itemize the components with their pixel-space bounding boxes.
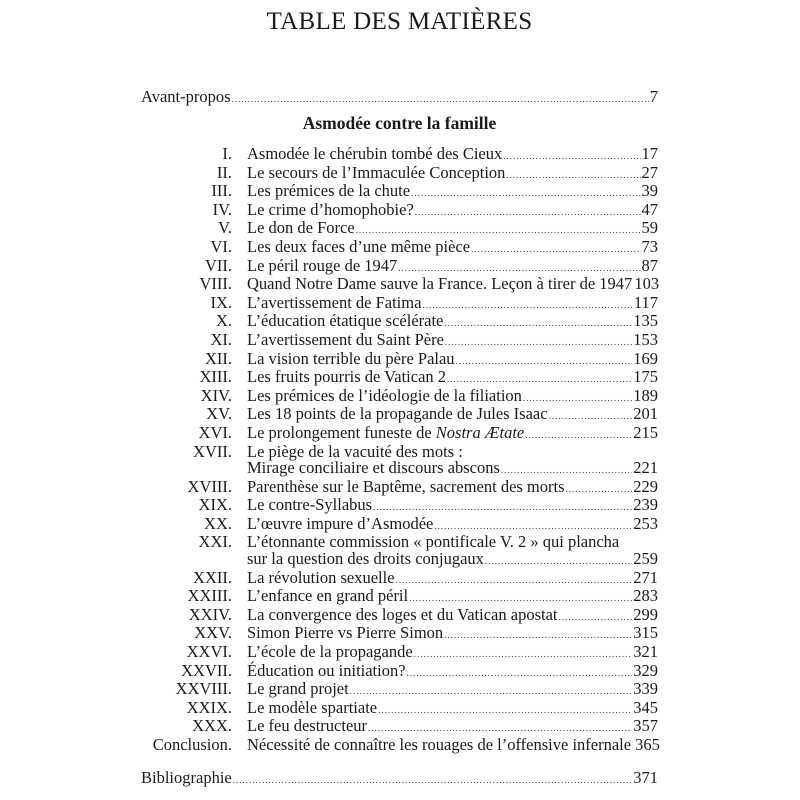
page-number: 39 [641,181,658,201]
chapter-number: III. [211,181,232,201]
page-number: 365 [635,735,660,754]
entry-title: L’œuvre impure d’Asmodée [247,513,434,533]
chapter-number: XXVI. [186,642,232,662]
entry-title: Les prémices de l’idéologie de la filiation [247,385,522,405]
chapter-number: XXI. [198,532,232,552]
entry-title: La révolution sexuelle [247,567,395,587]
chapter-number: XIX. [198,495,232,515]
chapter-number: XI. [210,329,232,349]
entry-title: Le crime d’homophobie? [247,199,414,219]
entry-title: L’éducation étatique scélérate [247,311,444,331]
entry-body [247,183,658,202]
page-number: 189 [633,385,658,405]
page-number: 271 [633,567,658,587]
chapter-number: XXVII. [181,660,232,680]
dot-leader [414,646,633,663]
page-number: 59 [641,218,658,238]
toc-entry[interactable] [141,276,658,295]
dot-leader [566,481,633,498]
dot-leader [422,297,632,314]
chapter-number: IX. [210,292,232,312]
toc-entry-avant-propos[interactable] [141,88,658,106]
chapter-number: V. [218,218,232,238]
entry-body [247,534,658,569]
dot-leader [396,572,633,589]
page-number: 345 [633,697,658,717]
page-number: 329 [633,660,658,680]
chapter-number: XX. [204,513,232,533]
page-number: 283 [633,586,658,606]
entry-body [247,737,658,756]
page-number: 339 [633,679,658,699]
entry-title: Les fruits pourris de Vatican 2 [247,367,447,387]
page-number: 47 [641,199,658,219]
entry-title: Avant-propos [141,87,231,106]
entry-title: Nécessité de connaître les rouages de l’offensive infernale [247,735,632,754]
page-number: 73 [641,236,658,256]
dot-leader [549,408,633,425]
entry-title: L’enfance en grand péril [247,586,409,606]
entry-title-continued: Mirage conciliaire et discours abscons [247,458,500,478]
entry-body [247,422,658,444]
entry-title-continued: sur la question des droits conjugaux [247,549,484,569]
page-number: 201 [633,404,658,424]
toc-entry[interactable] [141,146,658,165]
dot-leader [471,241,640,258]
entry-title: Parenthèse sur le Baptême, sacrement des morts [247,476,565,496]
entry-title: Le secours de l’Immaculée Conception [247,162,506,182]
entry-title: Les prémices de la chute [247,181,411,201]
dot-leader [485,553,632,570]
dot-leader [444,315,632,332]
toc-entry-bibliographie[interactable] [141,769,658,787]
page-number: 229 [633,476,658,496]
page-number: 135 [633,311,658,331]
toc-entry[interactable] [141,329,658,351]
chapter-number: XXX. [192,716,232,736]
entry-title: L’étonnante commission « pontificale V. 2 » qui plancha [247,532,620,552]
page-number: 117 [633,292,658,312]
entry-body [247,441,658,479]
entry-title-italic: Nostra Ætate [435,422,525,442]
entry-title: Asmodée le chérubin tombé des Cieux [247,144,503,163]
page-number: 253 [633,513,658,533]
page-number: 103 [634,274,660,294]
entry-title-line [247,551,658,570]
dot-leader [350,683,633,700]
toc-entry[interactable] [141,737,658,756]
chapter-number: IV. [212,199,232,219]
chapter-number: XVI. [198,422,232,442]
page-number: 239 [633,495,658,515]
dot-leader [378,702,632,719]
entry-title-line [247,460,658,479]
entry-title [247,422,525,442]
entry-body [247,276,658,295]
toc-entry[interactable] [141,422,658,444]
page-title: TABLE DES MATIÈRES [266,8,533,35]
chapter-number: VIII. [199,274,232,294]
page-number: 371 [633,768,658,787]
entry-title: Le piège de la vacuité des mots : [247,441,463,461]
entry-body [247,369,658,388]
chapter-number: X. [215,311,232,331]
entry-title: Le contre-Syllabus [247,495,373,515]
page-number: 315 [633,623,658,643]
page-number: 169 [633,348,658,368]
entry-title: Bibliographie [141,768,232,787]
chapter-number: XII. [204,348,232,368]
dot-leader [233,771,633,789]
entry-title: L’avertissement de Fatima [247,292,422,312]
entry-title: L’avertissement du Saint Père [247,329,444,349]
dot-leader [559,609,633,626]
entry-title: Les deux faces d’une même pièce [247,236,471,256]
entry-title: Le péril rouge de 1947 [247,255,398,275]
entry-body [247,146,658,165]
chapter-number: XVII. [193,441,232,461]
dot-leader [407,665,633,682]
dot-leader [506,167,640,184]
entry-title: Éducation ou initiation? [247,660,406,680]
chapter-number: II. [216,162,232,182]
entry-body [247,644,658,663]
page-number: 7 [649,87,658,106]
page-number: 153 [633,329,658,349]
dot-leader [503,148,640,165]
entry-title: L’école de la propagande [247,642,413,662]
toc-entry[interactable] [141,441,658,479]
entry-title: La convergence des loges et du Vatican apostat [247,604,558,624]
page-number: 27 [641,162,658,182]
page-number: 221 [633,458,658,478]
entry-title: Simon Pierre vs Pierre Simon [247,623,444,643]
chapter-number: XV. [206,404,232,424]
chapter-number: Conclusion. [152,735,232,754]
dot-leader [445,334,632,351]
page-number: 259 [633,549,658,569]
entry-title: Le feu destructeur [247,716,368,736]
page-number: 321 [633,642,658,662]
toc-entry[interactable] [141,236,658,258]
chapter-number: VI. [210,236,232,256]
chapter-number: XXII. [193,567,232,587]
page-number: 175 [633,367,658,387]
toc-entry[interactable] [141,183,658,202]
entry-title: Le grand projet [247,679,349,699]
page-number: 87 [641,255,658,275]
dot-leader [232,90,649,108]
chapter-number: I. [222,144,232,163]
entry-title-prefix: Le prolongement funeste de [247,422,436,442]
chapter-number: XXV. [194,623,232,643]
page-number: 17 [641,144,658,163]
toc-entry[interactable] [141,369,658,388]
chapter-number: XIV. [200,385,232,405]
chapter-number: XXIX. [186,697,232,717]
entry-title: Le don de Force [247,218,355,238]
chapter-number: XIII. [199,367,232,387]
entry-title: Les 18 points de la propagande de Jules Isaac [247,404,548,424]
dot-leader [411,185,640,202]
dot-leader [456,353,633,370]
section-heading: Asmodée contre la famille [302,113,497,133]
page-number: 357 [633,716,658,736]
entry-title: Quand Notre Dame sauve la France. Leçon à tirer de 1947 [247,274,633,294]
chapter-list [141,146,658,756]
chapter-number: XXVIII. [175,679,232,699]
page-number: 299 [633,604,658,624]
dot-leader [525,427,632,444]
dot-leader [444,627,632,644]
page-number: 215 [633,422,658,442]
chapter-number: VII. [204,255,232,275]
chapter-number: XXIII. [187,586,232,606]
entry-body [247,329,658,351]
entry-title: La vision terrible du père Palau [247,348,455,368]
dot-leader [415,204,641,221]
chapter-number: XXIV. [188,604,232,624]
entry-title: Le modèle spartiate [247,697,378,717]
toc-entry[interactable] [141,644,658,663]
toc-entry[interactable] [141,534,658,569]
chapter-number: XVIII. [187,476,232,496]
entry-body [247,236,658,258]
